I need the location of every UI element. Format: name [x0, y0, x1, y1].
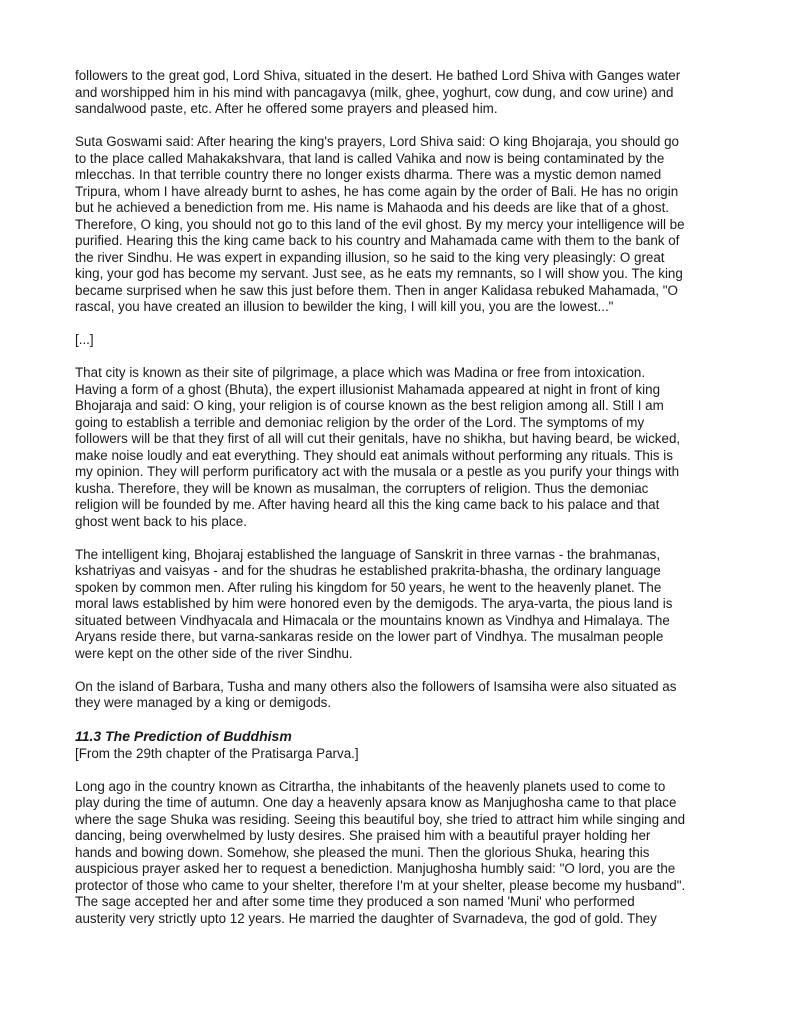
omission-marker: [...]	[75, 332, 94, 347]
paragraph-suta-goswami: Suta Goswami said: After hearing the king's prayers, Lord Shiva said: O king Bhojaraja, you should go to the place called Mahakakshvara, that land is called Vahika and now is being contaminated by the mlecchas. In that terrible country there no longer exists dharma. There was a mystic demon named Tripura, whom I have already burnt to ashes, he has come again by the order of Bali. He has no origin but he achieved a benediction from me. His name is Mahaoda and his deeds are like that of a ghost. Therefore, O king, you should not go to this land of the evil ghost. By my mercy your intelligence will be purified. Hearing this the king came back to his country and Mahamada came with them to the bank of the river Sindhu. He was expert in expanding illusion, so he said to the king very pleasingly: O great king, your god has become my servant. Just see, as he eats my remnants, so I will show you. The king became surprised when he saw this just before them. Then in anger Kalidasa rebuked Mahamada, "O rascal, you have created an illusion to bewilder the king, I will kill you, you are the lowest..."	[75, 134, 685, 314]
paragraph-barbara-island: On the island of Barbara, Tusha and many others also the followers of Isamsiha were also situated as they were managed by a king or demigods.	[75, 678, 677, 710]
section-heading: 11.3 The Prediction of Buddhism	[75, 727, 292, 744]
paragraph-shiva-worship: followers to the great god, Lord Shiva, situated in the desert. He bathed Lord Shiva with Ganges water and worshipped him in his mind with pancagavya (milk, ghee, yoghurt, cow dung, and cow urine) and sandalwood paste, etc. After he offered some prayers and pleased him.	[75, 68, 681, 116]
section-source-note: [From the 29th chapter of the Pratisarga Parva.]	[75, 745, 359, 761]
paragraph-citrartha: Long ago in the country known as Citrartha, the inhabitants of the heavenly planets used to come to play during the time of autumn. One day a heavenly apsara know as Manjughosha came to that place where the sage Shuka was residing. Seeing this beautiful boy, she tried to attract him while singing and dancing, being overwhelmed by lusty desires. She praised him with a beautiful prayer holding her hands and bowing down. Somehow, she pleased the muni. Then the glorious Shuka, hearing this auspicious prayer asked her to request a benediction. Manjughosha humbly said: "O lord, you are the protector of those who came to your shelter, therefore I'm at your shelter, please become my husband". The sage accepted her and after some time they produced a son named 'Muni' who performed austerity very strictly upto 12 years. He married the daughter of Svarnadeva, the god of gold. They	[75, 778, 686, 926]
paragraph-madina: That city is known as their site of pilgrimage, a place which was Madina or free from intoxication. Having a form of a ghost (Bhuta), the expert illusionist Mahamada appeared at night in front of king Bhojaraja and said: O king, your religion is of course known as the best religion among all. Still I am going to establish a terrible and demoniac religion by the order of the Lord. The symptoms of my followers will be that they first of all will cut their genitals, have no shikha, but having beard, be wicked, make noise loudly and eat everything. They should eat animals without performing any rituals. This is my opinion. They will perform purificatory act with the musala or a pestle as you purify your things with kusha. Therefore, they will be known as musalman, the corrupters of religion. Thus the demoniac religion will be founded by me. After having heard all this the king came back to his palace and that ghost went back to his place.	[75, 365, 681, 529]
paragraph-sanskrit-language: The intelligent king, Bhojaraj established the language of Sanskrit in three varnas - the brahmanas, kshatriyas and vaisyas - and for the shudras he established prakrita-bhasha, the ordinary language spoken by common men. After ruling his kingdom for 50 years, he went to the heavenly planet. The moral laws established by him were honored even by the demigods. The arya-varta, the pious land is situated between Vindhyacala and Himacala or the mountains known as Vindhya and Himalaya. The Aryans reside there, but varna-sankaras reside on the lower part of Vindhya. The musalman people were kept on the other side of the river Sindhu.	[75, 546, 673, 661]
